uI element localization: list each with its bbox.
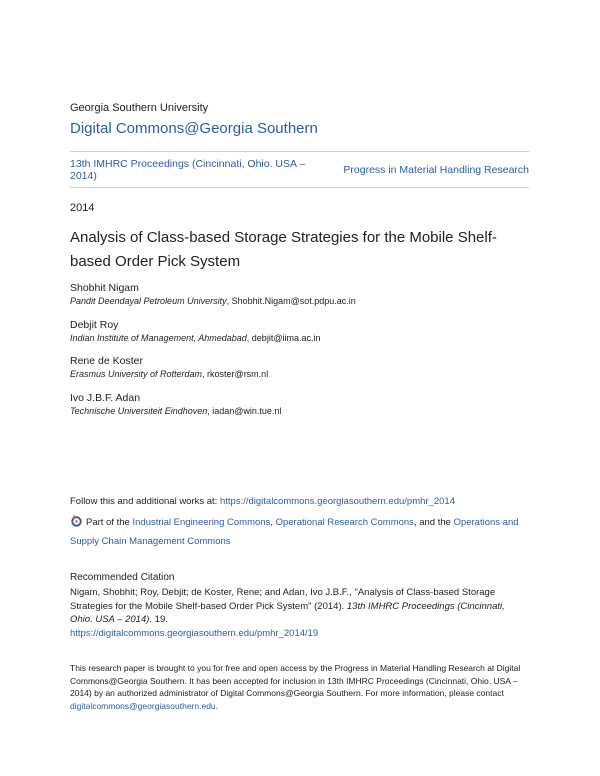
part-of-line [70,513,540,551]
affiliation-name: Erasmus University of Rotterdam [70,369,203,379]
notice-end: . [215,700,219,711]
author-affiliation [70,369,268,379]
author-email: , rkoster@rsm.nl [202,369,269,379]
citation-number: . 19. [149,614,168,625]
author-name: Ivo J.B.F. Adan [70,392,141,404]
follow-line [70,496,455,507]
recommended-citation [70,586,530,640]
author-affiliation [70,406,281,416]
institution-name: Georgia Southern University [70,102,209,114]
paper-title: Analysis of Class-based Storage Strategies for the Mobile Shelf-based Order Pick System [70,229,497,270]
part-of-prefix: Part of the [86,517,133,528]
collection-link[interactable]: 13th IMHRC Proceedings (Cincinnati, Ohio. USA – 2014) [70,158,306,182]
open-access-icon [70,514,83,527]
part-of-separator: , [270,517,276,528]
author-affiliation [70,296,356,306]
notice-text: This research paper is brought to you for free and open access by the Progress in Material Handling Research at Digital Commons@Georgia Southern. It has been accepted for inclusion in 13th IMHRC Proceedings (Cincinnati, Ohio. USA – 2014) by an authorized administrator of Digital Commons@Georgia Southern. For more information, please contact [70,663,521,698]
citation-journal: 13th IMHRC Proceedings (Cincinnati, Ohio. USA – 2014) [70,600,505,625]
affiliation-name: Pandit Deendayal Petroleum University [70,296,227,306]
author-name: Rene de Koster [70,355,143,367]
author-name: Debjit Roy [70,319,119,331]
author-affiliation [70,333,320,343]
follow-link[interactable]: https://digitalcommons.georgiasouthern.edu/pmhr_2014 [219,496,455,507]
author-email: , Shobhit.Nigam@sot.pdpu.ac.in [226,296,356,306]
citation-text: Nigam, Shobhit; Roy, Debjit; de Koster, Rene; and Adan, Ivo J.B.F., "Analysis of Class-based Storage Strategies for the Mobile Shelf-based Order Pick System" (2014). [70,587,496,612]
author-email: , iadan@win.tue.nl [207,406,282,416]
operations-supply-chain-link[interactable]: Operations and Supply Chain Management Commons [70,517,519,547]
affiliation-name: Indian Institute of Management, Ahmedabad [70,333,247,343]
affiliation-name: Technische Universiteit Eindhoven [70,406,208,416]
author-email: , debjit@iima.ac.in [246,333,321,343]
author-name: Shobhit Nigam [70,282,139,294]
divider-top [70,151,529,152]
access-notice [70,662,530,712]
part-of-separator: , and the [413,517,454,528]
citation-link[interactable]: https://digitalcommons.georgiasouthern.edu/pmhr_2014/19 [70,627,319,639]
operational-research-link[interactable]: Operational Research Commons [275,517,414,528]
publication-year: 2014 [70,202,95,214]
recommended-citation-heading: Recommended Citation [70,572,175,583]
series-link[interactable]: Progress in Material Handling Research [343,164,529,176]
contact-email-link[interactable]: digitalcommons@georgiasouthern.edu [70,700,216,711]
follow-prefix: Follow this and additional works at: [70,496,220,507]
industrial-engineering-link[interactable]: Industrial Engineering Commons [132,517,271,528]
repository-link[interactable]: Digital Commons@Georgia Southern [70,120,318,137]
divider-bottom [70,187,529,188]
